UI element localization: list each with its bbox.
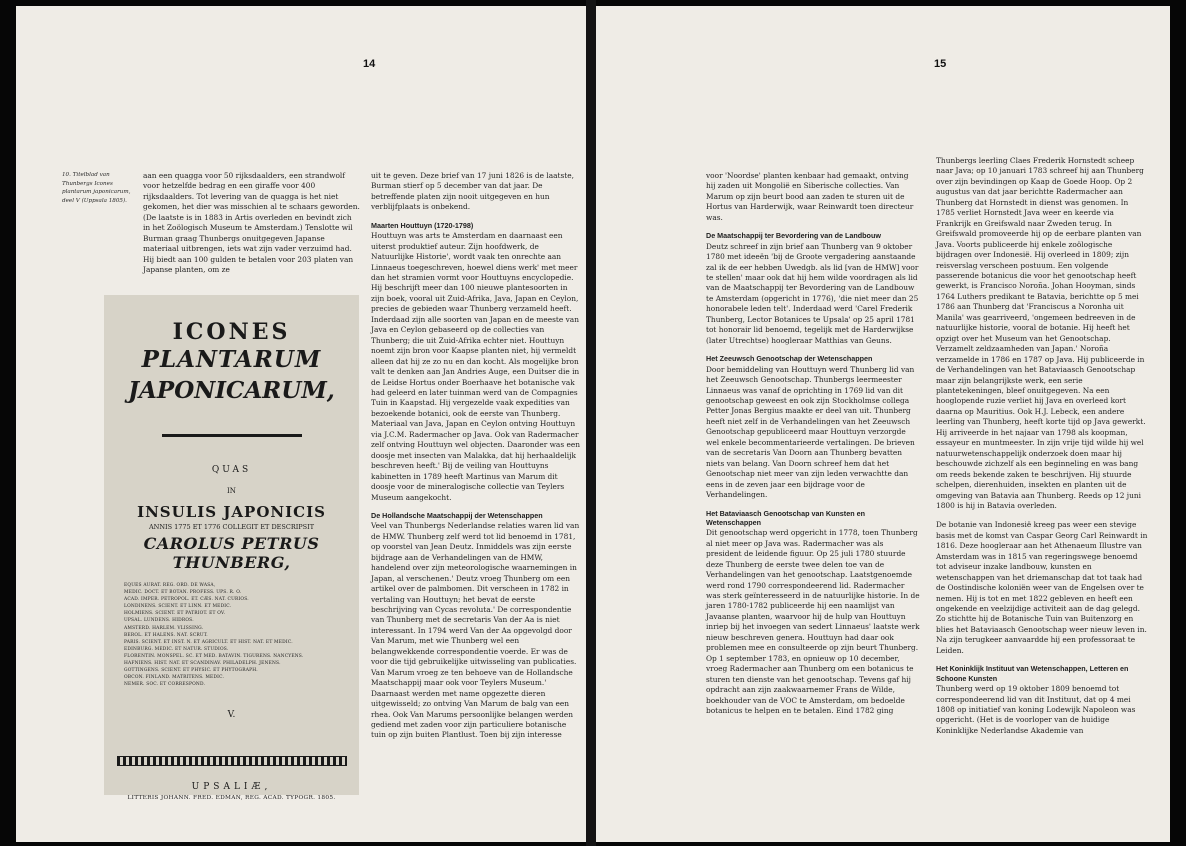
- paragraph: Houttuyn was arts te Amsterdam en daarnaast een uiterst produktief auteur. Zijn hoofdwerk, de Natuurlijke Historie', wordt vaak ten onrechte aan Linnaeus toegeschreven, hoewel diens werk' met meer dan het stramien vormt voor Houttuyns encyclopedie. Hij beschrijft meer dan 100 nieuwe plantesoorten in zijn boek, vooral uit Zuid-Afrika, Java, Japan en Ceylon, precies de gebieden waar Thunberg verzameld heeft. Inderdaad zijn alle soorten van Japan en de meeste van Java en Ceylon gebaseerd op de collecties van Thunberg; die uit Zuid-Afrika echter niet. Houttuyn noemt zijn bron voor Kaapse planten niet, hij vermeldt alleen dat hij ze zo nu en dan kocht. Als mogelijke bron valt te denken aan Jan Andries Auge, een Duitser die in de Leidse Hortus onder Boerhaave het botanische vak had geleerd en later tuinman werd van de Compagnies Tuin in Kaapstad. Hij vergezelde vaak expedities van bezoekende botanici, ook de eerste van Thunberg. Materiaal van Java, Japan en Ceylon ontving Houttuyn via J.C.M. Radermacher op Java. Ook van Radermacher zelf ontving Houttuyn wel objecten. Daaronder was een doosje met insecten van Malakka, dat hij herhaaldelijk beschreven heeft.' Bij de veiling van Houttuyns kabinetten in 1789 heeft Martinus van Marum dit doosje voor de mineralogische collectie van Teylers Museum aangekocht.: [371, 231, 580, 502]
- left-page: [16, 6, 586, 842]
- paragraph: uit te geven. Deze brief van 17 juni 1826 is de laatste, Burman stierf op 5 december van dat jaar. De betreffende platen zijn nooit uitgegeven en hun verblijfplaats is onbekend.: [371, 171, 574, 212]
- honorific-line: OBCON. FINLAND. MATRITENS. MEDIC.: [124, 675, 225, 681]
- paragraph-gap: [936, 511, 1148, 520]
- honorific-line: UPSAL. LUNDENS. HIDROS.: [124, 618, 194, 624]
- paragraph: aan een quagga voor 50 rijksdaalders, een strandwolf voor hetzelfde bedrag en een giraffe voor 400 rijksdaalders. Tot levering van de quagga is het niet gekomen, het dier was misschien al te schaars geworden. (De laatste is in 1883 in Artis overleden en bevindt zich in het Zoölogisch Museum te Amsterdam.) Tenslotte wil Burman graag Thunbergs onuitgegeven Japanse materiaal uitbrengen, iets wat zijn vader verzuimd had. Hij biedt aan 100 gulden te betalen voor 203 platen van Japanse planten, om ze: [143, 171, 360, 275]
- title-city: UPSALIÆ,: [191, 782, 272, 793]
- figure-caption: 10. Titelblad van Thunbergs Icones plantarum japonicarum, deel V (Uppsala 1805).: [62, 172, 131, 205]
- paragraph: Dit genootschap werd opgericht in 1778, toen Thunberg al niet meer op Java was. Radermacher was als president de leidende figuur. Op 25 juli 1780 stuurde deze Thunberg de eerste twee delen toe van de Verhandelingen van het genootschap. Laatstgenoemde werd rond 1790 correspondeerend lid. Radermacher was sterk geïnteresseerd in de natuurlijke historie. In de jaren 1780-1782 publiceerde hij een naamlijst van Javaanse planten, waarvoor hij de hulp van Houttuyn inriep bij het invoegen van sedert Linnaeus' laatste werk nieuw beschreven genera. Houttuyn had daar ook problemen mee en consulteerde op zijn beurt Thunberg.: [706, 528, 920, 653]
- ornament-band: [117, 756, 347, 766]
- honorific-line: GOTTINGENS. SCIENT. ET PHYSIC. ET PHYTOGRAPH.: [124, 668, 258, 674]
- title-annis: ANNIS 1775 ET 1776 COLLEGIT ET DESCRIPSIT: [148, 523, 315, 531]
- paragraph: Thunbergs leerling Claes Frederik Hornstedt scheep naar Java; op 10 januari 1783 schreef hij aan Thunberg over zijn bevindingen op Kaap de Goede Hoop. Op 2 augustus van dat jaar berichtte Radermacher aan Thunberg dat Hornstedt in dienst was genomen. In 1785 verliet Hornstedt Java weer en keerde via Frankrijk en Greifswald naar Zweden terug. In Greifswald promoveerde hij op de eerbare planten van Java. Voorts publiceerde hij enkele zoölogische bijdragen over Indonesië. Hij overleed in 1809; zijn reisverslag verscheen postuum. Een volgende passerende botanicus die voor het genootschap heeft gewerkt, is Francisco Noroña. Johan Hooyman, sinds 1764 Luthers predikant te Batavia, berichtte op 5 mei 1786 aan Thunberg dat 'Franciscus a Noronha uit Manila' was gearriveerd, 'ongemeen bedreeven in de natuurlijke historie, vooral de botanie. Hij heeft het opzigt over het Museum van het Genootschap. Verzamelt zeldzaamheden van Japan.' Noroña verzamelde in 1786 en 1787 op Java. Hij publiceerde in de Verhandelingen van het Bataviaasch Genootschap maar zijn belangrijkste werk, een serie plantetekeningen, bleef onuitgegeven. Na een hooglopende ruzie verliet hij Java en overleed kort daarna op Mauritius. Ook H.J. Lebeck, een andere leerling van Thunberg, heeft korte tijd op Java gewerkt. Hij arriveerde in het najaar van 1798 als koopman, essayeur en muntmeester. In zijn vrije tijd wilde hij wel natuurwetenschappelijk onderzoek doen maar hij beschouwde zichzelf als een beginneling en was bang om reeds bekende zaken te beschrijven. Hij stuurde schelpen, dierenhuiden, insekten en planten uit de omgeving van Batavia aan Thunberg. Reeds op 12 juni 1800 is hij in Batavia overleden.: [936, 156, 1146, 510]
- column-3: [706, 171, 920, 716]
- title-honorifics: [124, 582, 349, 688]
- title-in: IN: [227, 487, 236, 495]
- honorific-line: EDINBURG. MEDIC. ET NATUR. STUDIOS.: [124, 646, 229, 652]
- title-author: CAROLUS PETRUS THUNBERG,: [143, 534, 320, 572]
- book-gutter: [586, 0, 596, 846]
- paragraph: Veel van Thunbergs Nederlandse relaties waren lid van de HMW. Thunberg zelf werd tot lid benoemd in 1781, op voorstel van Jean Deutz. Inmiddels was zijn eerste bijdrage aan de Verhandelingen van de HMW, handelend over zijn meteorologische waarnemingen in Japan, al verschenen.' Deutz vroeg Thunberg om een artikel over de palmbomen. Dit verscheen in 1782 in vertaling van Houttuyn; het bevat de eerste beschrijving van Cycas revoluta.' De correspondentie van Thunberg met de secretaris Van der Aa is niet interessant. In 1794 werd Van der Aa opgevolgd door Van Marum, met wie Thunberg wel een belangwekkende correspondentie voerde. Er was de voor die tijd gebruikelijke uitwisseling van publicaties. Van Marum vroeg ze ten behoeve van de Hollandsche Maatschappij maar ook voor Teylers Museum.' Daarnaast werden met name opgezette dieren uitgewisseld; zo ontving Van Marum de balg van een rhea. Ook Van Marums persoonlijke belangen werden gediend met zaden voor zijn particuliere botanische tuin op zijn buiten Plantlust. Toen bij zijn interesse: [371, 521, 580, 740]
- section-heading: Het Bataviaasch Genootschap van Kunsten en Wetenschappen: [706, 508, 865, 527]
- honorific-line: HOLMIENS. SCIENT. ET PATRIOT. ET OV.: [124, 611, 226, 617]
- title-printer: LITTERIS JOHANN. FRED. EDMAN, REG. ACAD. TYPOGR. 1805.: [127, 795, 336, 802]
- honorific-line: LONDINENS. SCIENT. ET LINN. ET MEDIC.: [124, 604, 232, 610]
- honorific-line: MEDIC. DOCT. ET BOTAN. PROFESS. UPS. R. O.: [124, 590, 242, 596]
- paragraph: Op 1 september 1783, en opnieuw op 10 december, vroeg Radermacher aan Thunberg om een botanicus te sturen ten dienste van het genootschap. Tevens gaf hij opdracht aan zijn zaakwaarnemer Frans de Wilde, boekhouder van de VOC te Amsterdam, om bedoelde botanicus te helpen en te betalen. Eind 1782 ging: [706, 653, 914, 716]
- title-rule: [162, 434, 302, 437]
- column-2: [371, 171, 583, 741]
- title-quas: QUAS: [211, 465, 252, 475]
- section-heading: De Hollandsche Maatschappij der Wetenschappen: [371, 511, 543, 520]
- title-plantarum: PLANTARUM: [141, 346, 322, 373]
- section-heading: Maarten Houttuyn (1720-1798): [371, 220, 474, 230]
- honorific-line: AMSTERD. HARLEM. VLISSING.: [124, 625, 204, 631]
- paragraph: Thunberg werd op 19 oktober 1809 benoemd tot correspondeerend lid van dit Instituut, dat op 4 mei 1808 op initiatief van koning Lodewijk Napoleon was opgericht. (Het is de voorloper van de huidige Koninklijke Nederlandse Akademie van: [936, 684, 1136, 735]
- paragraph: Deutz schreef in zijn brief aan Thunberg van 9 oktober 1780 met ideeën 'bij de Groote vergadering aanstaande zal ik de eer hebben Uwedgb. als lid [van de HMW] voor te stellen' maar ook dat hij hem wilde voordragen als lid van de Maatschappij ter Bevordering van de Landbouw te Amsterdam (opgericht in 1776), 'die niet meer dan 25 honorabele leden telt'. Inderdaad werd 'Carel Frederik Thunberg, Lector Botanices te Upsala' op 25 april 1781 tot honorair lid benoemd, tegelijk met de Harderwijkse (later Utrechtse) hoogleraar Matthias van Geuns.: [706, 241, 919, 345]
- page-number-left: 14: [363, 58, 376, 70]
- honorific-line: ACAD. IMPER. PETROPOL. ET. CÆS. NAT. CURIOS.: [124, 597, 249, 603]
- honorific-line: NEMER. SOC. ET CORRESPOND.: [124, 682, 206, 688]
- section-heading: Het Zeeuwsch Genootschap der Wetenschappen: [706, 354, 873, 364]
- column-4: [936, 156, 1148, 736]
- title-page-image: [104, 295, 359, 802]
- column-1: [143, 171, 361, 276]
- honorific-line: FLORENTIN. MONSPEL. SC. ET MED. BATAVIN. TIGURENS. NANCYENS.: [124, 653, 304, 659]
- title-japonicarum: JAPONICARUM,: [128, 377, 335, 404]
- section-heading: Het Koninklijk Instituut van Wetenschappen, Letteren en Schoone Kunsten: [936, 664, 1129, 683]
- right-page: [596, 6, 1170, 842]
- section-heading: De Maatschappij ter Bevordering van de Landbouw: [706, 231, 881, 241]
- honorific-line: BEROL. ET HALENS. NAT. SCRUT.: [124, 632, 208, 638]
- honorific-line: HAFNIENS. HIST. NAT. ET SCANDINAV. PHILADELPH. JENENS.: [124, 661, 281, 667]
- title-volume: V.: [227, 710, 236, 721]
- honorific-line: EQUES AURAT. REG. ORD. DE WASA,: [124, 583, 216, 588]
- page-number-right: 15: [934, 58, 947, 70]
- title-icones: ICONES: [172, 319, 291, 345]
- paragraph: Door bemiddeling van Houttuyn werd Thunberg lid van het Zeeuwsch Genootschap. Thunbergs leermeester Linnaeus was vanaf de oprichting in 1769 lid van dit genootschap geweest en ook zijn Stockholmse collega Petter Jonas Bergius maakte er deel van uit. Thunberg heeft niet zelf in de Verhandelingen van het Zeeuwsch Genootschap gepubliceerd maar Houttuyn verzorgde wel enkele becommentarieerde vertalingen. De brieven van de secretaris Van Doorn aan Thunberg bevatten niets van belang. Van Doorn schreef hem dat het Genootschap niet meer van zijn leden verwachtte dan eens in de zeven jaar een bijdrage voor de Verhandelingen.: [706, 364, 915, 500]
- honorific-line: PARIS. SCIENT. ET INST. N. ET AGRICULT. ET HIST. NAT. ET MEDIC.: [124, 639, 293, 645]
- paragraph: voor 'Noordse' planten kenbaar had gemaakt, ontving hij zaden uit Mongolië en Siberische collecties. Van Marum op zijn beurt bood aan zaden te sturen uit de Hortus van Harderwijk, waar Reinwardt toen directeur was.: [706, 171, 914, 222]
- paragraph: De botanie van Indonesië kreeg pas weer een stevige basis met de komst van Caspar Georg Carl Reinwardt in 1816. Deze hoogleraar aan het Athenaeum Illustre van Amsterdam was in 1815 van regeringswege benoemd tot adviseur inzake landbouw, kunsten en wetenschappen van het driemanschap dat tot taak had de Oostindische koloniën weer van de Engelsen over te nemen. Hij is tot en met 1822 gebleven en heeft een ongekende en veelzijdige activiteit aan de dag gelegd. Zo stichtte hij de Botanische Tuin van Buitenzorg en blies het Bataviaasch Genootschap weer nieuw leven in. Na zijn terugkeer aanvaardde hij een professoraat te Leiden.: [936, 520, 1148, 655]
- title-insulis: INSULIS JAPONICIS: [137, 503, 326, 521]
